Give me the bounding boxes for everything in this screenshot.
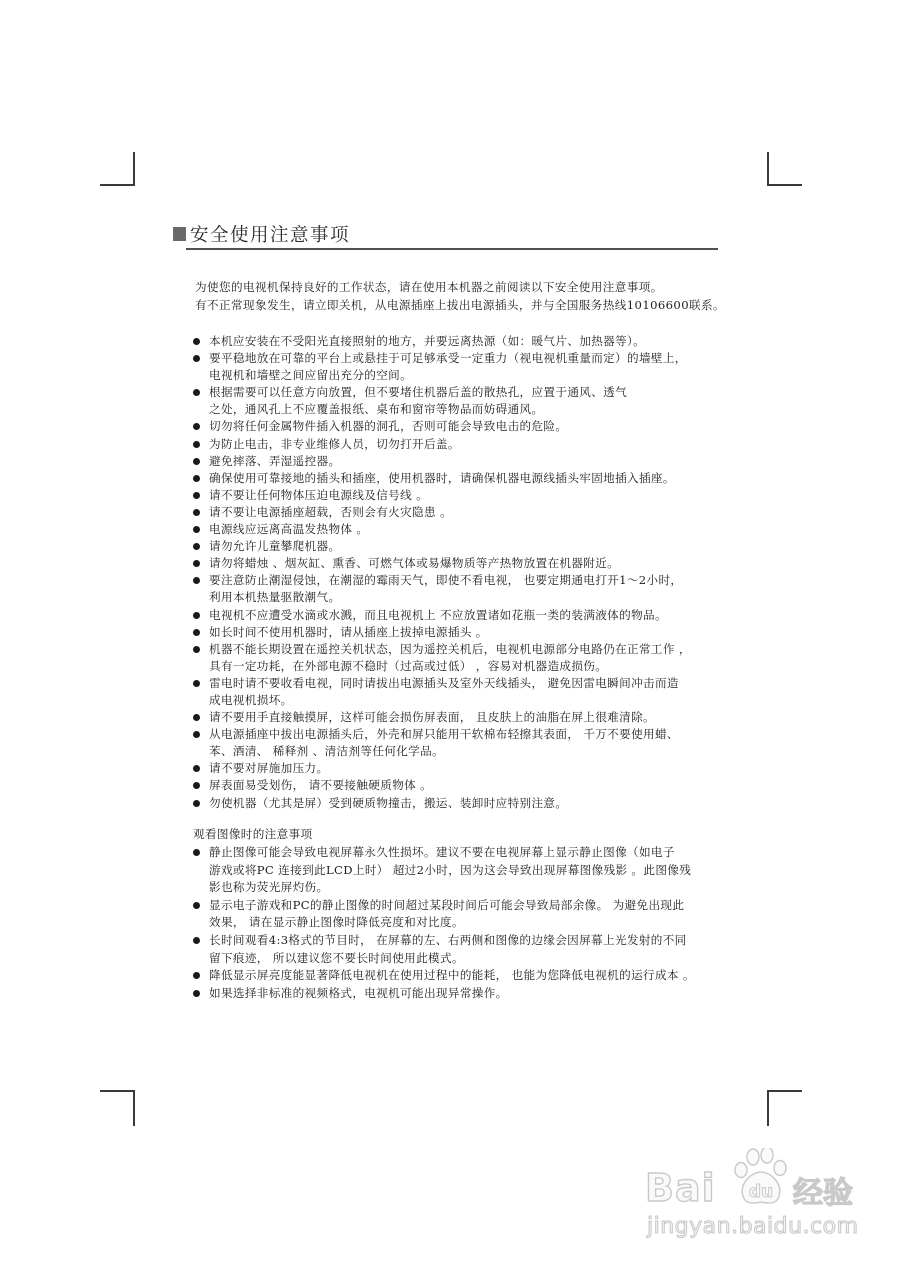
viewing-precautions-heading: 观看图像时的注意事项 xyxy=(193,827,313,841)
baidu-paw-icon xyxy=(733,1148,793,1208)
title-square-icon xyxy=(173,227,186,241)
bullet-icon xyxy=(193,389,200,396)
list-item xyxy=(190,844,735,897)
bullet-icon xyxy=(193,680,200,687)
list-item xyxy=(190,384,735,418)
list-item xyxy=(190,795,735,812)
watermark-logo-text: Bai xyxy=(645,1166,716,1210)
list-item xyxy=(190,555,735,572)
bullet-icon xyxy=(193,765,200,772)
bullet-icon xyxy=(193,355,200,362)
bullet-icon xyxy=(193,509,200,516)
list-item xyxy=(190,760,735,777)
list-item-text: 本机应安装在不受阳光直接照射的地方，并要远离热源（如：暖气片、加热器等）。 xyxy=(209,334,646,348)
crop-mark-bottom-left-horizontal xyxy=(100,1090,135,1092)
list-item-text: 效果， 请在显示静止图像时降低亮度和对比度。 xyxy=(209,915,464,930)
list-item-text: 请不要让任何物体压迫电源线及信号线 。 xyxy=(209,487,429,502)
list-item-text: 游戏或将PC 连接到此LCD上时） 超过2小时，因为这会导致出现屏幕图像残影 。此图像残 xyxy=(209,862,692,877)
bullet-icon xyxy=(193,646,200,653)
intro-line: 为使您的电视机保持良好的工作状态，请在使用本机器之前阅读以下安全使用注意事项。 xyxy=(195,280,663,294)
title-divider xyxy=(186,248,718,250)
intro-line: 有不正常现象发生，请立即关机，从电源插座上拔出电源插头，并与全国服务热线10106600联系。 xyxy=(195,298,725,312)
baidu-jingyan-watermark xyxy=(645,1148,875,1258)
list-item-text: 降低显示屏亮度能显著降低电视机在使用过程中的能耗， 也能为您降低电视机的运行成本 。 xyxy=(209,968,695,983)
bullet-icon xyxy=(193,972,200,979)
list-item xyxy=(190,572,735,606)
list-item-text: 为防止电击，非专业维修人员，切勿打开后盖。 xyxy=(209,436,460,451)
list-item-text: 影也称为荧光屏灼伤。 xyxy=(209,880,329,895)
list-item xyxy=(190,470,735,487)
list-item xyxy=(190,436,735,453)
list-item-text: 请勿将蜡烛 、烟灰缸、熏香、可燃气体或易爆物质等产热物放置在机器附近。 xyxy=(209,556,620,571)
page-title: 安全使用注意事项 xyxy=(190,225,351,246)
bullet-icon xyxy=(193,492,200,499)
list-item xyxy=(190,726,735,760)
list-item xyxy=(190,932,735,967)
watermark-url: jingyan.baidu.com xyxy=(647,1214,859,1239)
list-item-text: 避免摔落、弄湿遥控器。 xyxy=(209,453,341,468)
list-item-text: 切勿将任何金属物件插入机器的洞孔，否则可能会导致电击的危险。 xyxy=(209,419,568,434)
list-item xyxy=(190,333,735,350)
list-item-text: 要平稳地放在可靠的平台上或悬挂于可足够承受一定重力（视电视机重量而定）的墙壁上， xyxy=(209,351,687,366)
list-item-text: 利用本机热量驱散潮气。 xyxy=(209,590,341,605)
intro-paragraph xyxy=(195,278,735,314)
bullet-icon xyxy=(193,475,200,482)
list-item-text: 具有一定功耗，在外部电源不稳时（过高或过低） ，容易对机器造成损伤。 xyxy=(209,658,608,673)
list-item-text: 请不要让电源插座超载，否则会有火灾隐患 。 xyxy=(209,504,452,519)
list-item xyxy=(190,641,735,675)
crop-mark-top-right-horizontal xyxy=(767,184,802,186)
list-item-text: 请不要对屏施加压力。 xyxy=(209,761,329,776)
list-item-text: 成电视机损坏。 xyxy=(209,692,293,707)
list-item-text: 要注意防止潮湿侵蚀，在潮湿的霉雨天气，即使不看电视， 也要定期通电打开1～2小时， xyxy=(209,573,683,588)
list-item-text: 电视机不应遭受水滴或水溅，而且电视机上 不应放置诸如花瓶一类的装满液体的物品。 xyxy=(209,607,667,622)
list-item xyxy=(190,453,735,470)
list-item xyxy=(190,487,735,504)
list-item-text: 留下痕迹， 所以建议您不要长时间使用此模式。 xyxy=(209,950,464,965)
list-item-text: 请不要用手直接触摸屏，这样可能会损伤屏表面， 且皮肤上的油脂在屏上很难清除。 xyxy=(209,710,655,725)
crop-mark-top-right-vertical xyxy=(767,152,769,186)
list-item-text: 电源线应远离高温发热物体 。 xyxy=(209,522,369,537)
list-item-text: 之处，通风孔上不应覆盖报纸、桌布和窗帘等物品而妨碍通风。 xyxy=(209,402,544,417)
crop-mark-bottom-right-horizontal xyxy=(767,1090,802,1092)
list-item xyxy=(190,777,735,794)
list-item-text: 确保使用可靠接地的插头和插座，使用机器时，请确保机器电源线插头牢固地插入插座。 xyxy=(209,470,675,485)
list-item xyxy=(190,521,735,538)
bullet-icon xyxy=(193,714,200,721)
list-item xyxy=(190,607,735,624)
list-item xyxy=(190,709,735,726)
crop-mark-bottom-right-vertical xyxy=(767,1090,769,1126)
list-item-text: 勿使机器（尤其是屏）受到硬质物撞击，搬运、装卸时应特别注意。 xyxy=(209,795,568,810)
bullet-icon xyxy=(193,560,200,567)
bullet-icon xyxy=(193,849,200,856)
watermark-cn-text: 经验 xyxy=(793,1176,853,1211)
list-item xyxy=(190,418,735,435)
crop-mark-top-left-vertical xyxy=(133,152,135,186)
list-item xyxy=(190,985,735,1003)
list-item-text: 请勿允许儿童攀爬机器。 xyxy=(209,539,341,554)
list-item xyxy=(190,624,735,641)
list-item-text: 从电源插座中拔出电源插头后，外壳和屏只能用干软棉布轻擦其表面， 千万不要使用蜡、 xyxy=(209,727,679,742)
crop-mark-bottom-left-vertical xyxy=(133,1090,135,1126)
list-item-text: 静止图像可能会导致电视屏幕永久性损坏。建议不要在电视屏幕上显示静止图像（如电子 xyxy=(209,845,675,859)
bullet-icon xyxy=(193,800,200,807)
list-item xyxy=(190,967,735,985)
list-item-text: 根据需要可以任意方向放置，但不要堵住机器后盖的散热孔，应置于通风、透气 xyxy=(209,385,628,400)
bullet-icon xyxy=(193,577,200,584)
bullet-icon xyxy=(193,543,200,550)
bullet-icon xyxy=(193,338,200,345)
safety-precautions-list xyxy=(190,333,735,812)
bullet-icon xyxy=(193,902,200,909)
list-item xyxy=(190,897,735,932)
list-item-text: 机器不能长期设置在遥控关机状态，因为遥控关机后，电视机电源部分电路仍在正常工作 ， xyxy=(209,641,691,656)
bullet-icon xyxy=(193,458,200,465)
list-item-text: 屏表面易受划伤， 请不要接触硬质物体 。 xyxy=(209,778,433,793)
list-item-text: 显示电子游戏和PC的静止图像的时间超过某段时间后可能会导致局部余像。 为避免出现此 xyxy=(209,897,685,912)
bullet-icon xyxy=(193,526,200,533)
bullet-icon xyxy=(193,423,200,430)
list-item-text: 苯、酒清、 稀释剂 、清洁剂等任何化学品。 xyxy=(209,744,445,759)
list-item-text: 雷电时请不要收看电视，同时请拔出电源插头及室外天线插头， 避免因雷电瞬间冲击而造 xyxy=(209,675,679,690)
svg-text:du: du xyxy=(748,1182,774,1202)
bullet-icon xyxy=(193,441,200,448)
bullet-icon xyxy=(193,782,200,789)
list-item xyxy=(190,504,735,521)
list-item xyxy=(190,350,735,384)
list-item-text: 如果选择非标准的视频格式，电视机可能出现异常操作。 xyxy=(209,985,508,1000)
list-item-text: 长时间观看4:3格式的节目时， 在屏幕的左、右两侧和图像的边缘会因屏幕上光发射的不同 xyxy=(209,932,687,947)
list-item xyxy=(190,538,735,555)
bullet-icon xyxy=(193,990,200,997)
section-title xyxy=(173,222,350,246)
bullet-icon xyxy=(193,629,200,636)
bullet-icon xyxy=(193,937,200,944)
bullet-icon xyxy=(193,731,200,738)
viewing-precautions-list xyxy=(190,844,735,1002)
crop-mark-top-left-horizontal xyxy=(100,184,135,186)
bullet-icon xyxy=(193,612,200,619)
list-item-text: 电视机和墙壁之间应留出充分的空间。 xyxy=(209,368,413,383)
list-item xyxy=(190,675,735,709)
list-item-text: 如长时间不使用机器时，请从插座上拔掉电源插头 。 xyxy=(209,624,488,639)
